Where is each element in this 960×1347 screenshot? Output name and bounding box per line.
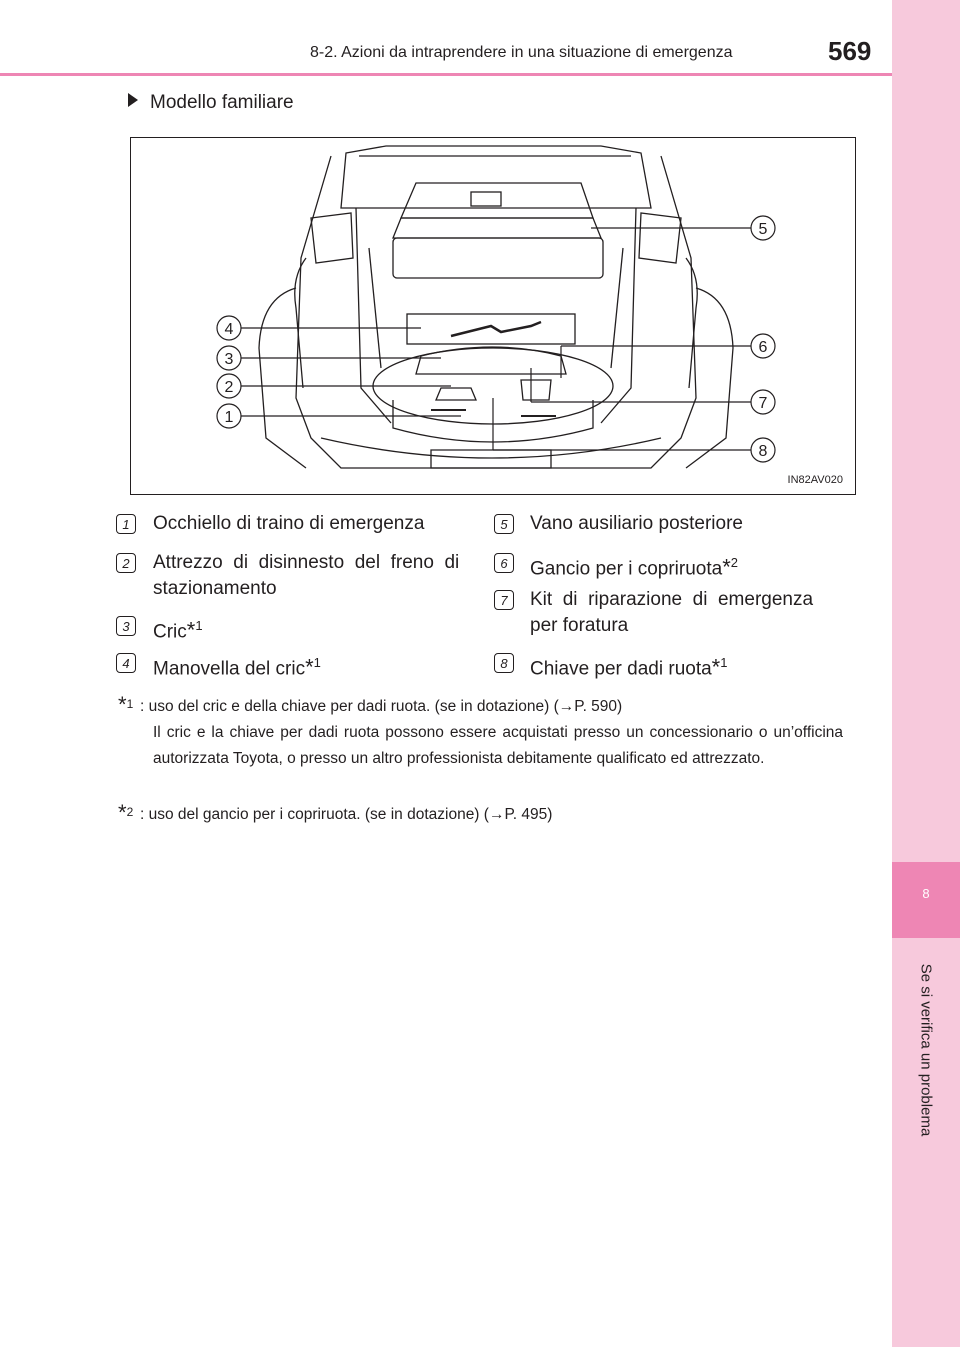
legend-number: 4: [116, 653, 136, 673]
subheading: [128, 92, 294, 114]
legend-number: 7: [494, 590, 514, 610]
svg-text:6: 6: [758, 339, 768, 356]
asterisk-mark: *: [118, 692, 127, 717]
legend-number: 3: [116, 616, 136, 636]
legend-number: 1: [116, 514, 136, 534]
legend-text: Kit di riparazione di emergenza: [530, 589, 814, 610]
legend-number: 8: [494, 653, 514, 673]
trunk-illustration: [131, 138, 855, 494]
footnote-ref: 1: [720, 655, 728, 670]
svg-text:8: 8: [758, 443, 768, 460]
figure-code: IN82AV020: [787, 474, 843, 486]
legend-text-continued: per foratura: [530, 615, 629, 636]
legend-text: Attrezzo di disinnesto del freno di: [153, 552, 460, 573]
tailgate-frame: [341, 146, 651, 208]
callout-8: [751, 438, 775, 462]
legend-number: 6: [494, 553, 514, 573]
asterisk-mark: *: [186, 617, 196, 643]
legend-text-continued: stazionamento: [153, 578, 277, 599]
footnote-line: : uso del gancio per i copriruota. (se in dotazione) (→P. 495): [140, 806, 553, 823]
callout-1: [217, 404, 241, 428]
callout-6: [751, 334, 775, 358]
asterisk-mark: *: [305, 654, 314, 680]
callout-4: [217, 316, 241, 340]
svg-text:7: 7: [758, 395, 768, 412]
asterisk-mark: *: [722, 554, 731, 580]
legend-text: Gancio per i copriruota: [530, 558, 723, 580]
svg-text:3: 3: [224, 351, 234, 368]
chapter-sidebar: [892, 0, 960, 1347]
callout-2: [217, 374, 241, 398]
chapter-title: Se si verifica un problema: [917, 963, 935, 1137]
footnote-ref: 1: [313, 655, 321, 670]
asterisk-mark: *: [118, 800, 127, 825]
legend-number: 5: [494, 514, 514, 534]
callout-leaders: [241, 228, 751, 450]
car-body-outline: [296, 156, 696, 468]
chapter-number: 8: [922, 886, 930, 901]
svg-text:5: 5: [758, 221, 768, 238]
legend-number: 2: [116, 553, 136, 573]
footnote-ref: 1: [195, 618, 203, 633]
asterisk-mark: *: [711, 654, 721, 680]
section-title: 8-2. Azioni da intraprendere in una situazione di emergenza: [310, 44, 733, 61]
footnote-body: Il cric e la chiave per dadi ruota possono essere acquistati presso un concessionario o un’officina autorizzata Toyota, o presso un altro professionista debitamente qualificato ed attrezzato.: [153, 724, 843, 767]
legend-text: Cric: [153, 621, 187, 643]
legend-text: Vano ausiliario posteriore: [530, 513, 743, 534]
footnote-number: 1: [126, 697, 134, 711]
triangle-bullet-icon: [128, 93, 138, 107]
svg-text:4: 4: [224, 321, 234, 338]
footnote-ref: 2: [730, 555, 739, 570]
subheading-text: Modello familiare: [150, 92, 294, 113]
legend-text: Chiave per dadi ruota: [530, 658, 712, 680]
callout-3: [217, 346, 241, 370]
legend-text: Manovella del cric: [153, 658, 306, 680]
callout-5: [751, 216, 775, 240]
trunk-figure: [130, 137, 856, 495]
callout-7: [751, 390, 775, 414]
header-rule: [0, 73, 892, 76]
svg-text:1: 1: [224, 409, 234, 426]
upper-tray: [407, 314, 575, 344]
page-number: 569: [828, 36, 872, 66]
svg-text:2: 2: [224, 379, 234, 396]
tonneau-cover: [393, 238, 603, 278]
legend-text: Occhiello di traino di emergenza: [153, 513, 425, 534]
footnote-line: : uso del cric e della chiave per dadi ruota. (se in dotazione) (→P. 590): [140, 698, 623, 715]
footnote-number: 2: [126, 805, 134, 819]
